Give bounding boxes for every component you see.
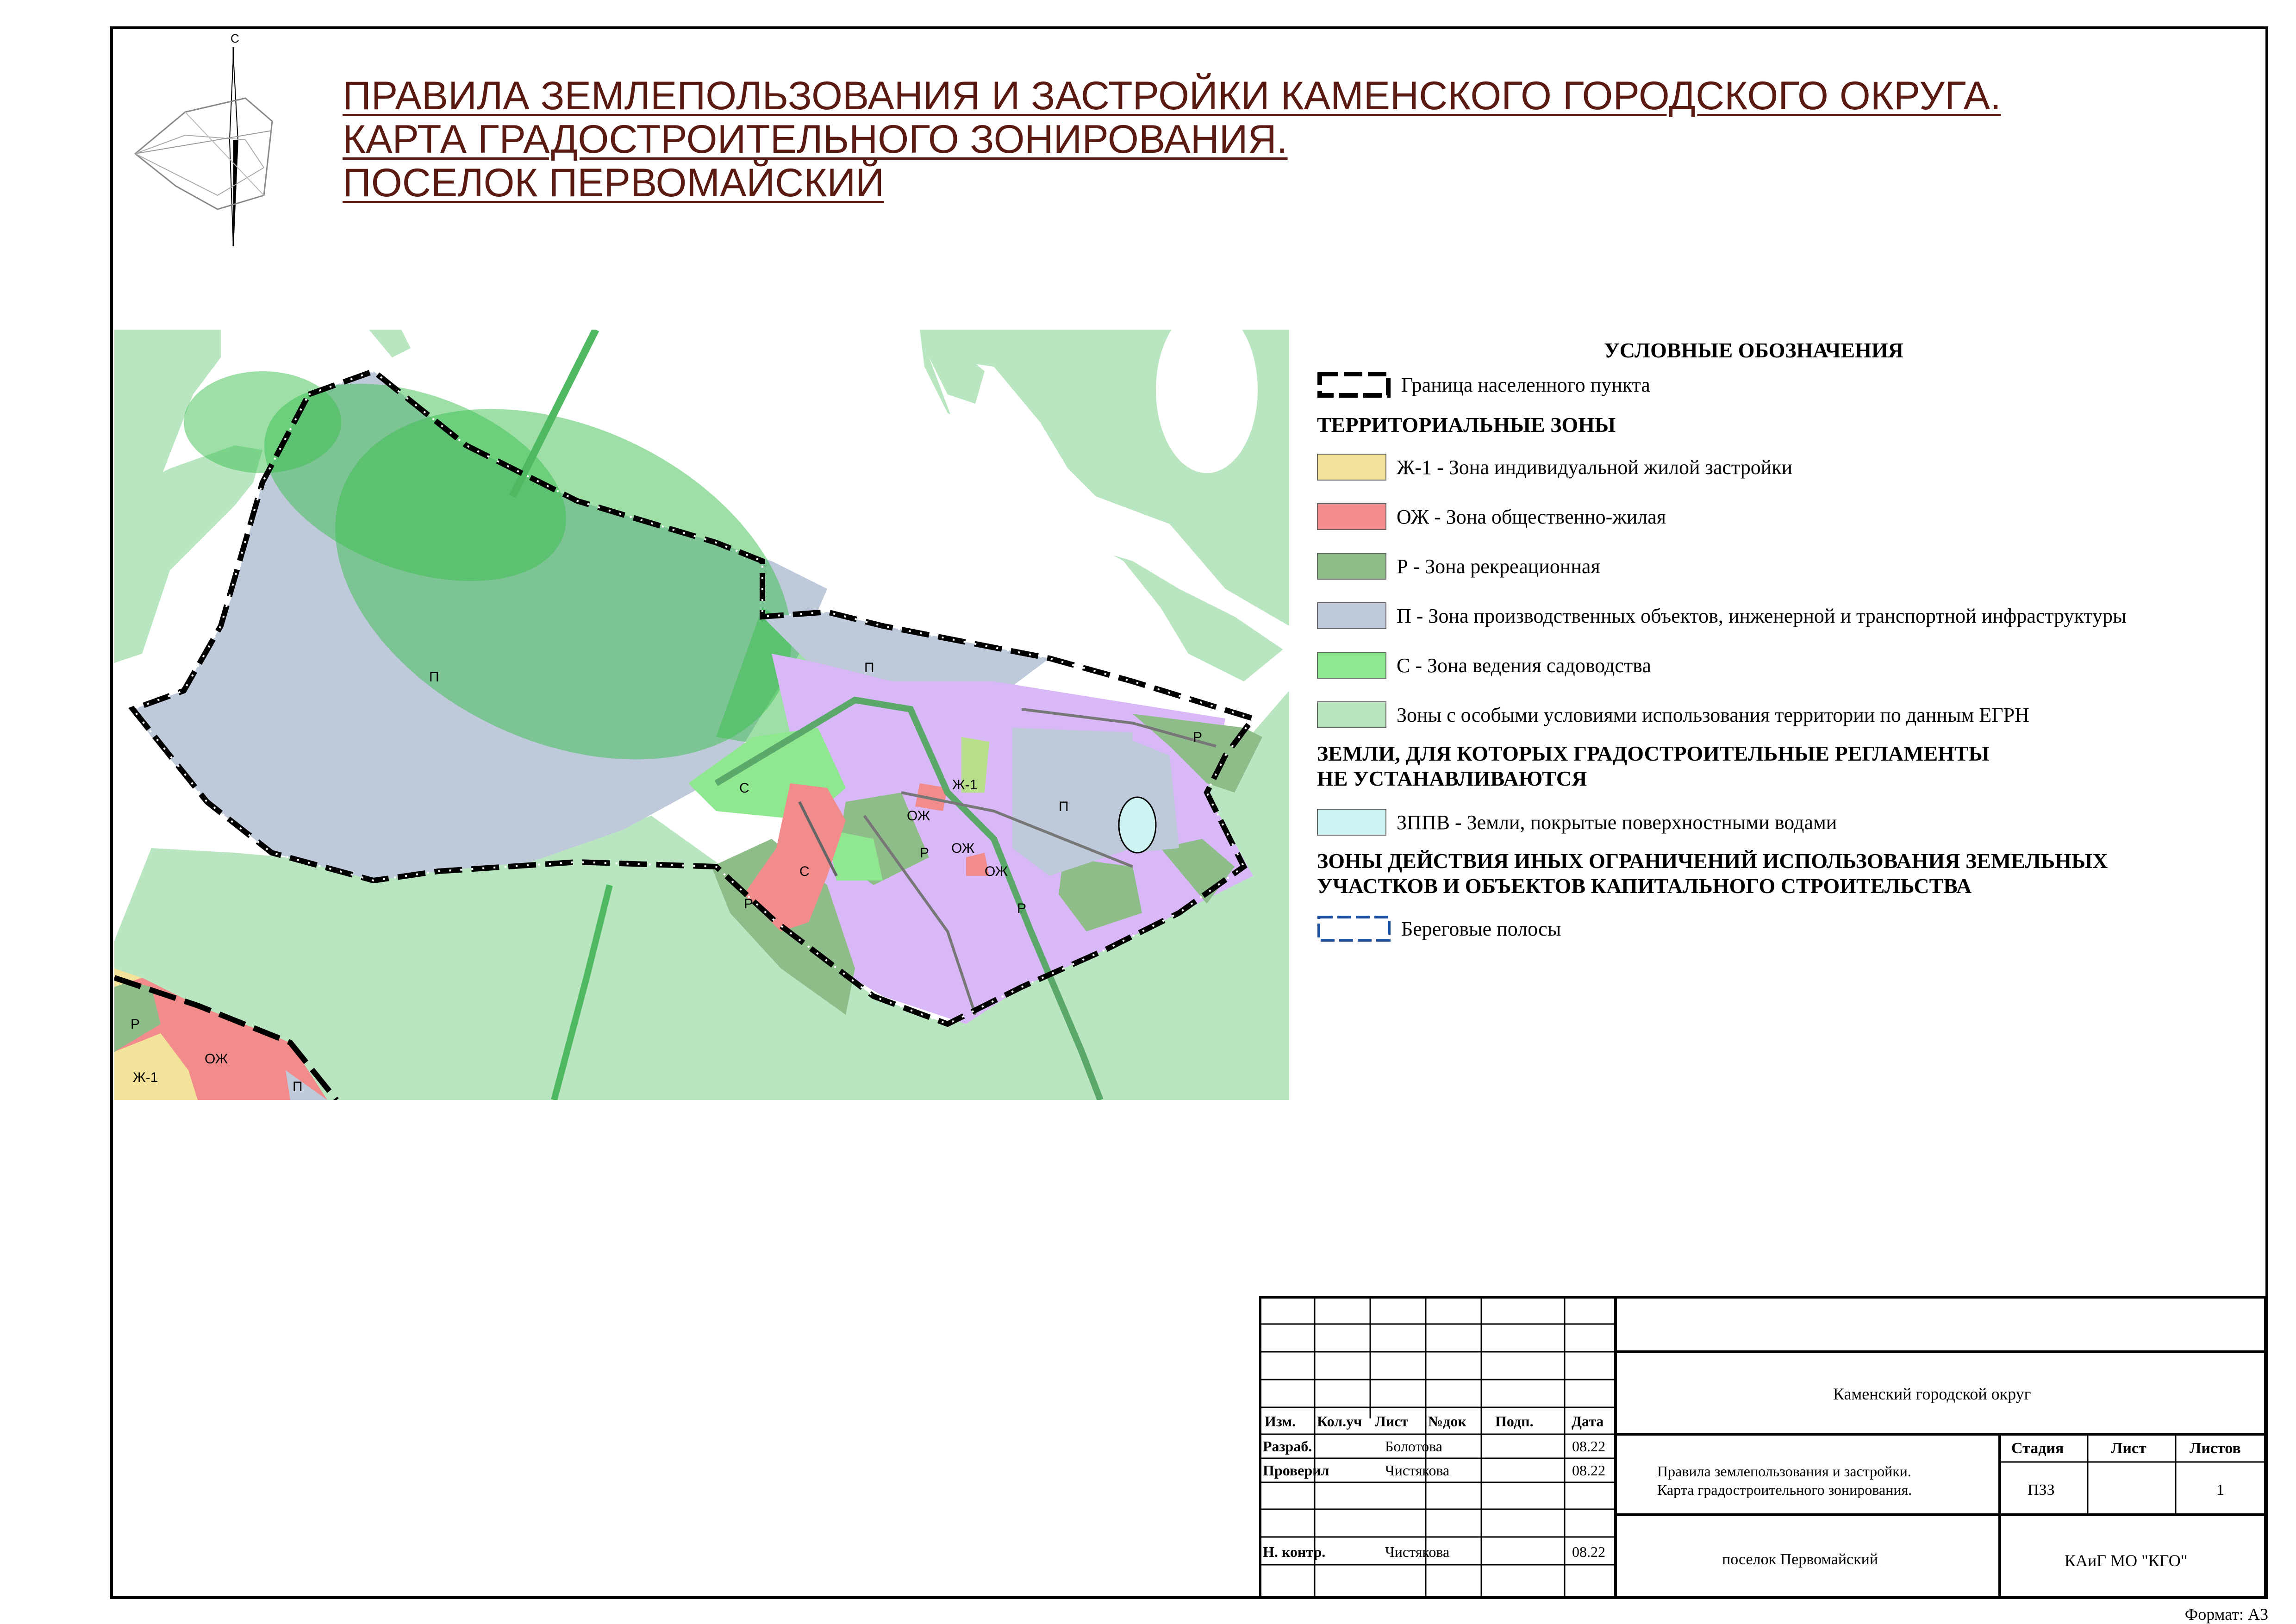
- boundary-symbol-icon: [1317, 370, 1391, 399]
- legend-shore-label: Береговые полосы: [1401, 917, 1561, 940]
- zoning-map[interactable]: [114, 330, 1289, 1100]
- map-title: [343, 74, 2001, 205]
- legend-item: [1317, 601, 2127, 630]
- legend-item: [1317, 552, 1600, 581]
- stamp-company: КАиГ МО "КГО": [2065, 1551, 2188, 1570]
- stamp-sheets-header: Листов: [2190, 1440, 2241, 1457]
- stamp-header-izm: Изм.: [1265, 1413, 1296, 1430]
- legend-other-header-2: УЧАСТКОВ И ОБЪЕКТОВ КАПИТАЛЬНОГО СТРОИТЕЛЬСТВА: [1317, 874, 1972, 898]
- title-block: [1259, 1296, 2268, 1599]
- legend-title: УСЛОВНЫЕ ОБОЗНАЧЕНИЯ: [1604, 338, 1903, 362]
- legend-water-label: ЗППВ - Земли, покрытые поверхностными водами: [1397, 811, 1837, 834]
- legend-item: [1317, 651, 1651, 680]
- map-label-r: Р: [1193, 730, 1203, 745]
- stamp-sheets-value: 1: [2216, 1481, 2224, 1499]
- map-label-p: П: [293, 1079, 303, 1094]
- map-label-s: С: [739, 781, 749, 796]
- legend-boundary-label: Граница населенного пункта: [1401, 373, 1650, 396]
- map-label-oj: ОЖ: [985, 864, 1008, 879]
- sheet-format: Формат: А3: [2184, 1605, 2268, 1624]
- north-arrow-icon: [125, 29, 301, 251]
- legend-item-label: С - Зона ведения садоводства: [1397, 654, 1651, 677]
- legend-swatch-s: [1317, 652, 1386, 679]
- title-line-2: КАРТА ГРАДОСТРОИТЕЛЬНОГО ЗОНИРОВАНИЯ.: [343, 117, 1288, 162]
- legend-boundary: [1317, 370, 1650, 399]
- stamp-name-checker: Чистякова: [1385, 1462, 1450, 1479]
- map-label-r: Р: [1017, 901, 1027, 916]
- legend-shore: [1317, 914, 1561, 943]
- stamp-stage-header: Стадия: [2011, 1440, 2064, 1457]
- legend-item: [1317, 700, 2029, 729]
- legend-item: [1317, 502, 1666, 531]
- legend-item-label: Зоны с особыми условиями использования территории по данным ЕГРН: [1397, 703, 2029, 726]
- legend-swatch-ozh: [1317, 503, 1386, 530]
- stamp-name-developer: Болотова: [1385, 1438, 1442, 1455]
- stamp-sheet-header: Лист: [2111, 1440, 2146, 1457]
- legend-swatch-r: [1317, 553, 1386, 580]
- stamp-header-ndok: №док: [1428, 1413, 1466, 1430]
- legend-swatch-special: [1317, 701, 1386, 728]
- map-label-p: П: [864, 660, 874, 675]
- map-label-r: Р: [131, 1017, 140, 1032]
- stamp-role-developer: Разраб.: [1263, 1438, 1312, 1455]
- legend-water: [1317, 808, 1837, 837]
- stamp-role-norm-control: Н. контр.: [1263, 1543, 1326, 1560]
- legend-no-reg-header-1: ЗЕМЛИ, ДЛЯ КОТОРЫХ ГРАДОСТРОИТЕЛЬНЫЕ РЕГЛАМЕНТЫ: [1317, 742, 1990, 765]
- legend-item-label: Р - Зона рекреационная: [1397, 555, 1600, 578]
- stamp-document-line-1: Правила землепользования и застройки.: [1657, 1463, 1911, 1480]
- map-label-oj: ОЖ: [907, 808, 930, 824]
- map-label-j1: Ж-1: [952, 777, 978, 793]
- stamp-header-data: Дата: [1572, 1413, 1604, 1430]
- north-label: С: [231, 31, 239, 45]
- legend-swatch-water: [1317, 809, 1386, 836]
- shore-strip-symbol-icon: [1317, 914, 1391, 943]
- map-label-oj: ОЖ: [205, 1051, 228, 1067]
- legend-item-label: Ж-1 - Зона индивидуальной жилой застройки: [1397, 456, 1793, 479]
- stamp-organization: Каменский городской округ: [1833, 1385, 2031, 1403]
- legend-zones-header: ТЕРРИТОРИАЛЬНЫЕ ЗОНЫ: [1317, 413, 1616, 437]
- stamp-place: поселок Первомайский: [1722, 1551, 1878, 1568]
- map-label-s: С: [799, 864, 810, 879]
- legend-item-label: ОЖ - Зона общественно-жилая: [1397, 505, 1666, 528]
- stamp-date-norm-control: 08.22: [1572, 1543, 1605, 1560]
- legend-item: [1317, 453, 1792, 481]
- stamp-date-developer: 08.22: [1572, 1438, 1605, 1455]
- title-line-3: ПОСЕЛОК ПЕРВОМАЙСКИЙ: [343, 161, 885, 205]
- stamp-header-list: Лист: [1375, 1413, 1409, 1430]
- legend-swatch-p: [1317, 602, 1386, 629]
- stamp-role-checker: Проверил: [1263, 1462, 1329, 1479]
- stamp-header-kol: Кол.уч: [1317, 1413, 1362, 1430]
- legend-other-header-1: ЗОНЫ ДЕЙСТВИЯ ИНЫХ ОГРАНИЧЕНИЙ ИСПОЛЬЗОВАНИЯ ЗЕМЕЛЬНЫХ: [1317, 849, 2108, 873]
- map-label-j1: Ж-1: [133, 1070, 158, 1085]
- stamp-date-checker: 08.22: [1572, 1462, 1605, 1479]
- legend-item-label: П - Зона производственных объектов, инженерной и транспортной инфраструктуры: [1397, 604, 2127, 627]
- map-label-oj: ОЖ: [951, 841, 975, 856]
- title-line-1: ПРАВИЛА ЗЕМЛЕПОЛЬЗОВАНИЯ И ЗАСТРОЙКИ КАМЕНСКОГО ГОРОДСКОГО ОКРУГА.: [343, 74, 2001, 118]
- stamp-document-line-2: Карта градостроительного зонирования.: [1657, 1481, 1912, 1498]
- stamp-header-podp: Подп.: [1495, 1413, 1534, 1430]
- map-label-r: Р: [744, 896, 754, 912]
- stamp-stage-value: ПЗЗ: [2028, 1481, 2055, 1499]
- legend-no-reg-header-2: НЕ УСТАНАВЛИВАЮТСЯ: [1317, 767, 1587, 790]
- stamp-name-norm-control: Чистякова: [1385, 1543, 1450, 1560]
- map-label-r: Р: [920, 845, 930, 861]
- map-label-p: П: [429, 669, 439, 685]
- legend-swatch-zh1: [1317, 454, 1386, 481]
- map-label-p: П: [1059, 799, 1069, 814]
